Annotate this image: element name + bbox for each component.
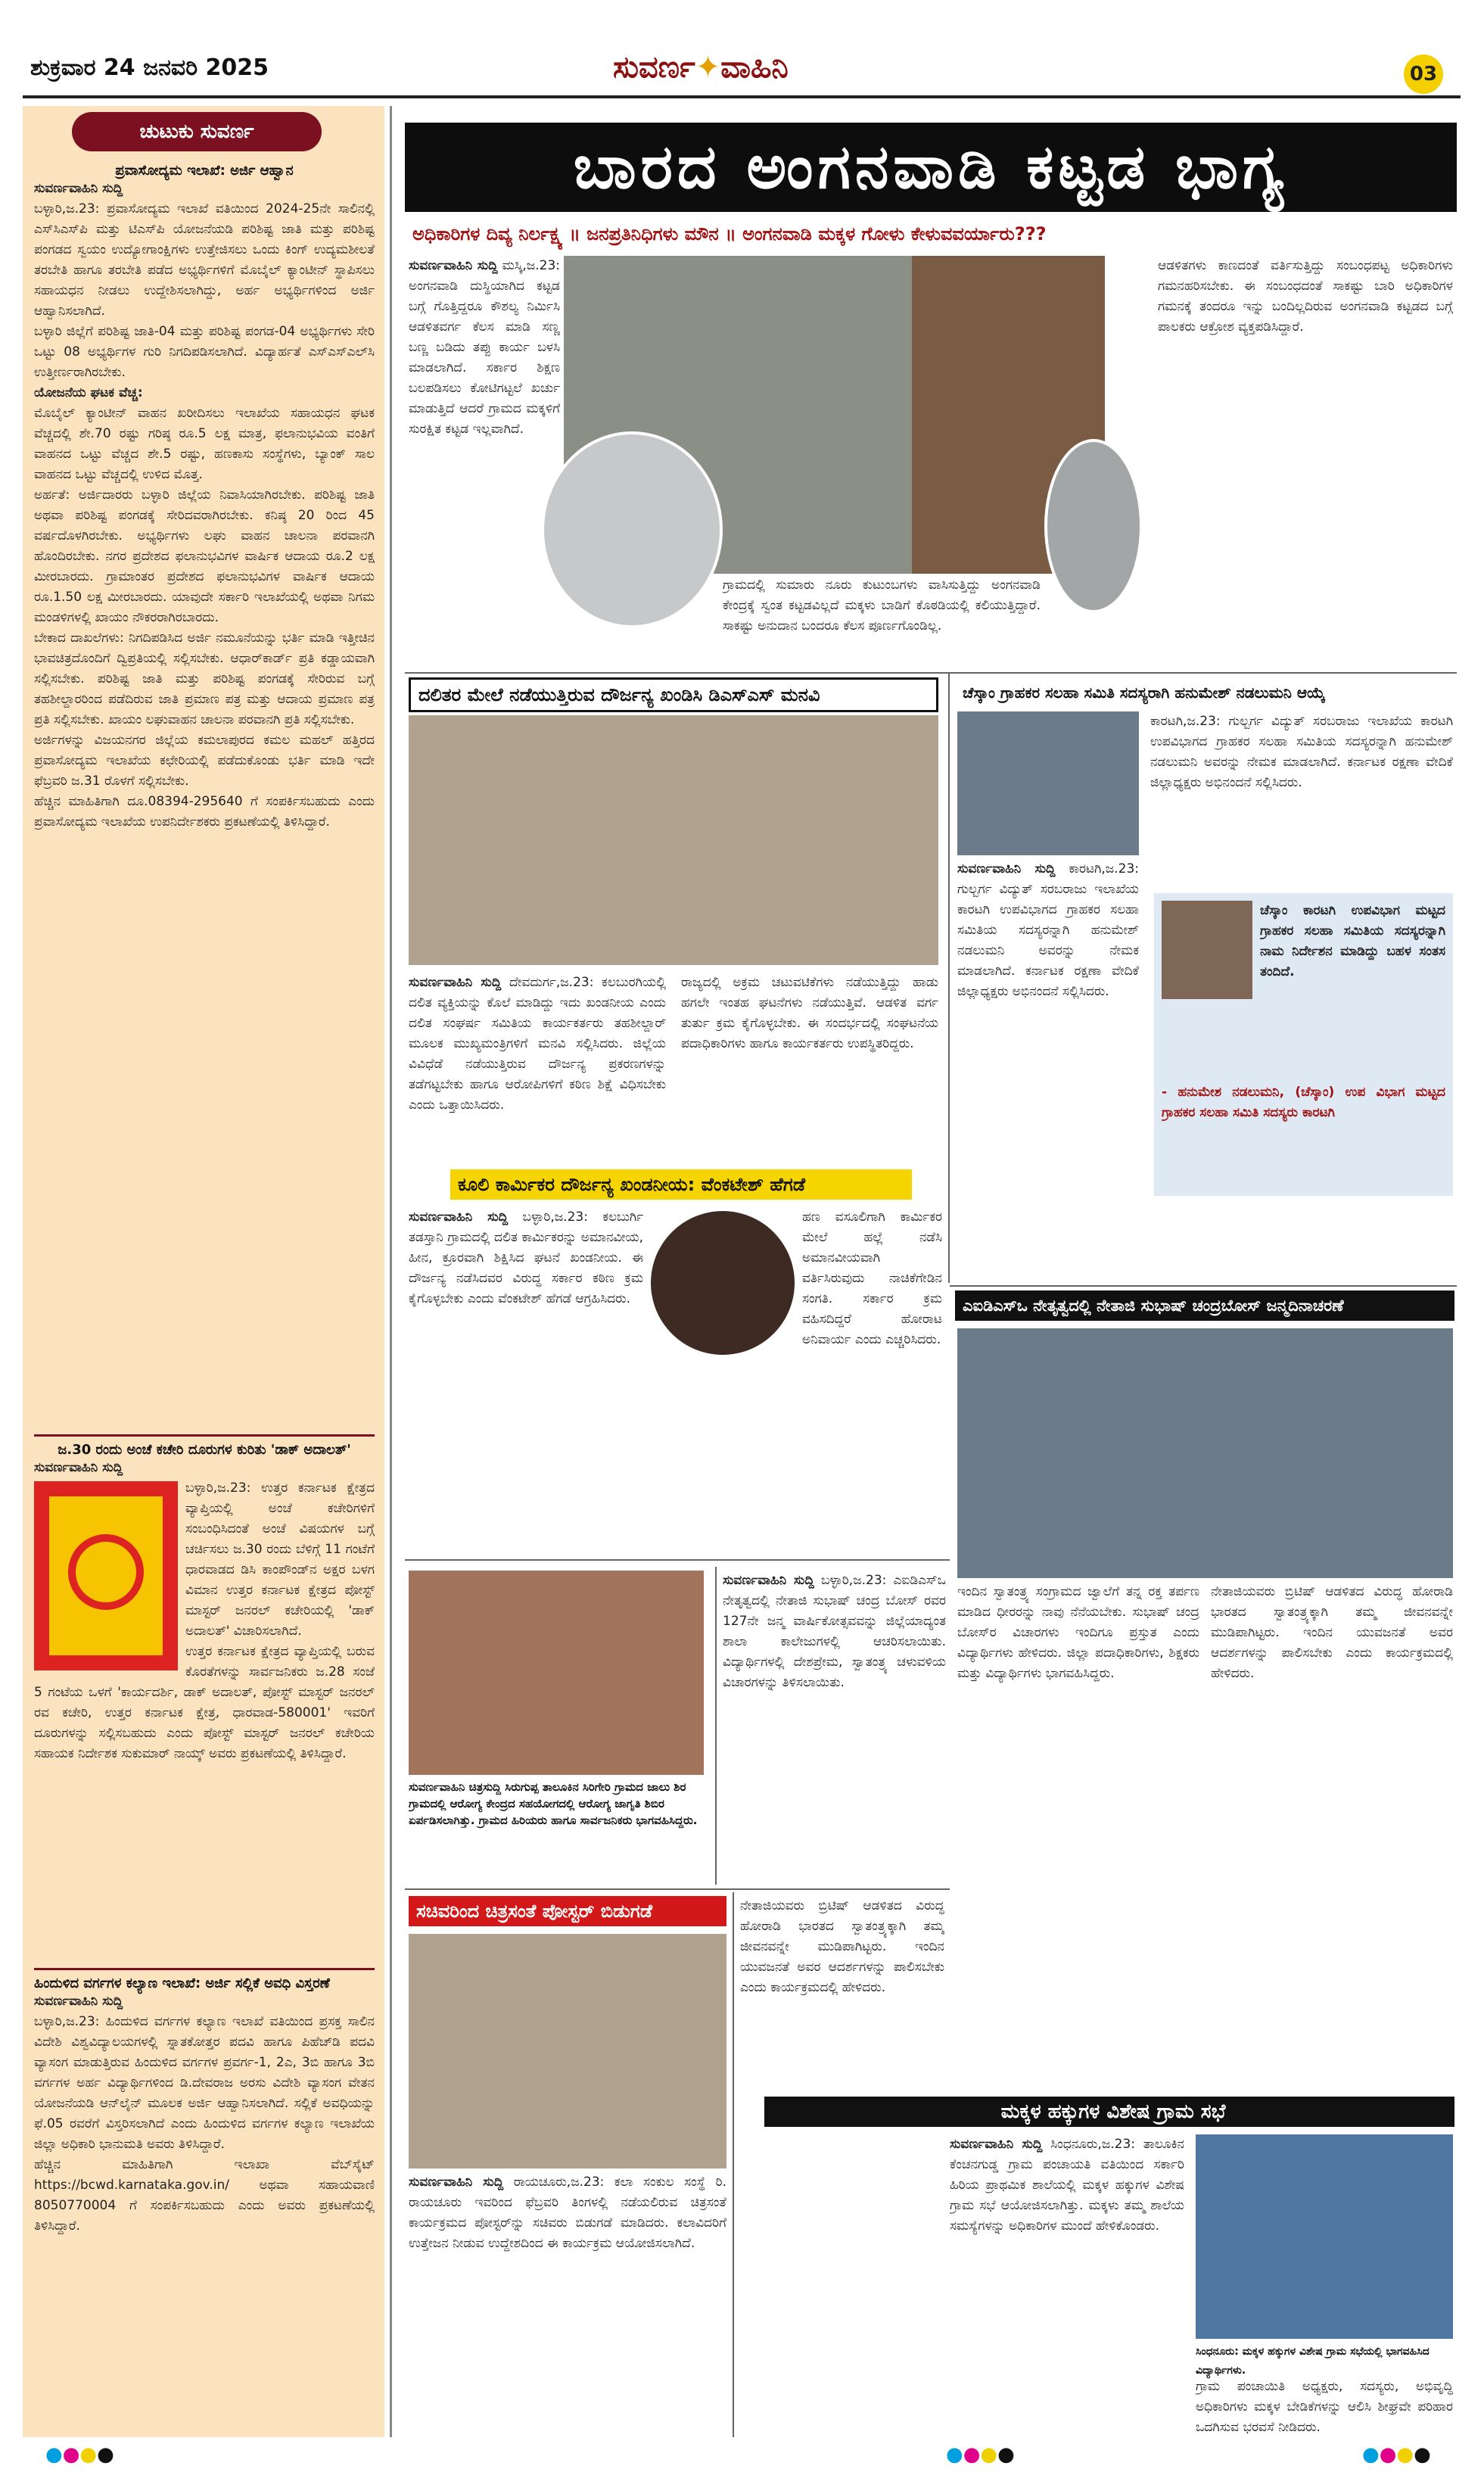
venkatesh-headline: ಕೂಲಿ ಕಾರ್ಮಿಕರ ದೌರ್ಜನ್ಯ ಖಂಡನೀಯ: ವೆಂಕಟೇಶ್ ಹೆಗಡೆ [450, 1169, 912, 1200]
brief-title: ಪ್ರವಾಸೋದ್ಯಮ ಇಲಾಖೆ: ಅರ್ಜಿ ಆಹ್ವಾನ [115, 163, 294, 179]
byline: ಸುವರ್ಣವಾಹಿನಿ ಸುದ್ದಿ [34, 181, 123, 196]
quote-box [1154, 893, 1453, 1196]
poster-text: ರಾಯಚೂರು,ಜ.23: ಕಲಾ ಸಂಕುಲ ಸಂಸ್ಥೆ ರಿ. ರಾಯಚೂರು ಇವರಿಂದ ಫೆಬ್ರವರಿ ತಿಂಗಳಲ್ಲಿ ನಡೆಯಲಿರುವ ಚಿತ್ರಸಂತೆ ಕಾರ್ಯಕ್ರಮದ ಪೋಸ್ಟರ್‌ನ್ನು ಸಚಿವರು ಬಿಡುಗಡೆ ಮಾಡಿದರು. ಕಲಾವಿದರಿಗೆ ಉತ್ತೇಜನ ನೀಡುವ ಉದ್ದೇಶದಿಂದ ಈ ಕಾರ್ಯಕ್ರಮ ಆಯೋಜಿಸಲಾಗಿದೆ. [409, 2175, 726, 2251]
byline: ಸುವರ್ಣವಾಹಿನಿ ಸುದ್ದಿ [957, 861, 1056, 876]
venkatesh-body-col1 [409, 1207, 643, 1548]
india-post-photo [34, 1481, 178, 1670]
registration-marks-left: ●●●● [45, 2443, 114, 2466]
byline: ಸುವರ್ಣವಾಹಿನಿ ಸುದ್ದಿ [723, 1573, 814, 1588]
cracked-wall-inset-photo [1044, 439, 1143, 613]
lead-body-col2: ಗ್ರಾಮದಲ್ಲಿ ಸುಮಾರು ನೂರು ಕುಟುಂಬಗಳು ವಾಸಿಸುತ್ತಿದ್ದು ಅಂಗನವಾಡಿ ಕೇಂದ್ರಕ್ಕೆ ಸ್ವಂತ ಕಟ್ಟಡವಿಲ್ಲದೆ ಮಕ್ಕಳು ಬಾಡಿಗೆ ಕೊಠಡಿಯಲ್ಲಿ ಕಲಿಯುತ್ತಿದ್ದಾರೆ. ಸಾಕಷ್ಟು ಅನುದಾನ ಬಂದರೂ ಕೆಲಸ ಪೂರ್ಣಗೊಂಡಿಲ್ಲ. [723, 578, 1041, 634]
dss-body-col1 [409, 973, 666, 1169]
masthead-rule [23, 95, 1461, 98]
divider [34, 1968, 375, 1970]
divider [34, 1434, 375, 1437]
lead-subhead: ಅಧಿಕಾರಿಗಳ ದಿವ್ಯ ನಿರ್ಲಕ್ಷ್ಯ ॥ ಜನಪ್ರತಿನಿಧಿಗಳು ಮೌನ ॥ ಅಂಗನವಾಡಿ ಮಕ್ಕಳ ಗೋಳು ಕೇಳುವವರ್ಯಾರು??? [412, 223, 1047, 244]
subhas-headline: ಎಐಡಿಎಸ್‌ಒ ನೇತೃತ್ವದಲ್ಲಿ ನೇತಾಜಿ ಸುಭಾಷ್ ಚಂದ್ರಬೋಸ್ ಜನ್ಮದಿನಾಚರಣೆ [955, 1290, 1454, 1321]
registration-marks-center: ●●●● [946, 2443, 1015, 2466]
briefs-flag: ಚುಟುಕು ಸುವರ್ಣ [72, 112, 322, 151]
subhas-event-photo [957, 1328, 1453, 1578]
chescom-body-col2: ಕಾರಟಗಿ,ಜ.23: ಗುಲ್ಬರ್ಗ ವಿದ್ಯುತ್ ಸರಬರಾಜು ಇಲಾಖೆಯ ಕಾರಟಗಿ ಉಪವಿಭಾಗದ ಗ್ರಾಹಕರ ಸಲಹಾ ಸಮಿತಿಯ ಸದಸ್ಯರನ್ನಾಗಿ ಹನುಮೇಶ್ ನಡಲುಮನಿ ಅವರನ್ನು ನೇಮಕ ಮಾಡಲಾಗಿದೆ. ಕರ್ನಾಟಕ ರಕ್ಷಣಾ ವೇದಿಕೆ ಜಿಲ್ಲಾಧ್ಯಕ್ಷರು ಅಭಿನಂದನೆ ಸಲ್ಲಿಸಿದರು. [1150, 714, 1453, 790]
brief-body: ಹೆಚ್ಚಿನ ಮಾಹಿತಿಗಾಗಿ ದೂ.08394-295640 ಗೆ ಸಂಪರ್ಕಿಸಬಹುದು ಎಂದು ಪ್ರವಾಸೋದ್ಯಮ ಇಲಾಖೆಯ ಉಪನಿರ್ದೇಶಕರು ಪ್ರಕಟಣೆಯಲ್ಲಿ ತಿಳಿಸಿದ್ದಾರೆ. [34, 794, 375, 830]
byline: ಸುವರ್ಣವಾಹಿನಿ ಸುದ್ದಿ [950, 2137, 1043, 2152]
logo-left-text: ಸುವರ್ಣ [613, 50, 695, 85]
byline: ಸುವರ್ಣವಾಹಿನಿ ಸುದ್ದಿ [409, 2175, 504, 2190]
brief-subtitle: ಯೋಜನೆಯ ಘಟಕ ವೆಚ್ಚ: [34, 385, 143, 400]
logo-right-text: ವಾಹಿನಿ [720, 50, 789, 85]
brief-tourism [34, 163, 375, 1427]
lead-body-col1 [409, 256, 560, 612]
health-camp-caption: ಸುವರ್ಣವಾಹಿನಿ ಚಿತ್ರಸುದ್ದಿ ಸಿರುಗುಪ್ಪ ತಾಲೂಕಿನ ಸಿರಿಗೇರಿ ಗ್ರಾಮದ ಜಾಲು ಶಿರ ಗ್ರಾಮದಲ್ಲಿ ಆರೋಗ್ಯ ಕೇಂದ್ರದ ಸಹಯೋಗದಲ್ಲಿ ಆರೋಗ್ಯ ಜಾಗೃತಿ ಶಿಬಿರ ಏರ್ಪಡಿಸಲಾಗಿತ್ತು. ಗ್ರಾಮದ ಹಿರಿಯರು ಹಾಗೂ ಸಾರ್ವಜನಿಕರು ಭಾಗವಹಿಸಿದ್ದರು. [409, 1780, 698, 1827]
chescom-body-col1 [957, 859, 1139, 1283]
brief-bcwd [34, 1975, 375, 2430]
grama-body-col2: ಗ್ರಾಮ ಪಂಚಾಯಿತಿ ಅಧ್ಯಕ್ಷರು, ಸದಸ್ಯರು, ಅಭಿವೃದ್ಧಿ ಅಧಿಕಾರಿಗಳು ಮಕ್ಕಳ ಬೇಡಿಕೆಗಳನ್ನು ಆಲಿಸಿ ಶೀಘ್ರವೇ ಪರಿಹಾರ ಒದಗಿಸುವ ಭರವಸೆ ನೀಡಿದರು. [1196, 2379, 1453, 2435]
subhas-body-col1 [723, 1571, 946, 1881]
poster-body-col1 [409, 2172, 726, 2437]
quote-text: ಚೆಸ್ಕಾಂ ಕಾರಟಗಿ ಉಪವಿಭಾಗ ಮಟ್ಟದ ಗ್ರಾಹಕರ ಸಲಹಾ ಸಮಿತಿಯ ಸದಸ್ಯರನ್ನಾಗಿ ನಾಮ ನಿರ್ದೇಶನ ಮಾಡಿದ್ದು ಬಹಳ ಸಂತಸ ತಂದಿದೆ. [1260, 903, 1445, 979]
column-rule [390, 106, 392, 2437]
column-rule [733, 1892, 734, 2437]
divider [405, 1559, 950, 1561]
byline: ಸುವರ್ಣವಾಹಿನಿ ಸುದ್ದಿ [409, 975, 502, 990]
lead-body-col3: ಆಡಳಿತಗಳು ಕಾಣದಂತೆ ವರ್ತಿಸುತ್ತಿದ್ದು ಸಂಬಂಧಪಟ್ಟ ಅಧಿಕಾರಿಗಳು ಗಮನಹರಿಸಬೇಕು. ಈ ಸಂಬಂಧದಂತೆ ಸಾಕಷ್ಟು ಬಾರಿ ಅಧಿಕಾರಿಗಳ ಗಮನಕ್ಕೆ ತಂದರೂ ಇನ್ನು ಬಂದಿಲ್ಲದಿರುವ ಅಂಗನವಾಡಿ ಕಟ್ಟಡದ ಬಗ್ಗೆ ಪಾಲಕರು ಆಕ್ರೋಶ ವ್ಯಕ್ತಪಡಿಸಿದ್ದಾರೆ. [1158, 258, 1453, 335]
grama-text: ಸಿಂಧನೂರು,ಜ.23: ತಾಲೂಕಿನ ಕೆಂಚನಗುಡ್ಡ ಗ್ರಾಮ ಪಂಚಾಯತಿ ವತಿಯಿಂದ ಸರ್ಕಾರಿ ಹಿರಿಯ ಪ್ರಾಥಮಿಕ ಶಾಲೆಯಲ್ಲಿ ಮಕ್ಕಳ ಹಕ್ಕುಗಳ ವಿಶೇಷ ಗ್ರಾಮ ಸಭೆ ಆಯೋಜಿಸಲಾಗಿತ್ತು. ಮಕ್ಕಳು ತಮ್ಮ ಶಾಲೆಯ ಸಮಸ್ಯೆಗಳನ್ನು ಅಧಿಕಾರಿಗಳ ಮುಂದೆ ಹೇಳಿಕೊಂಡರು. [950, 2137, 1184, 2234]
chescom-headline: ಚೆಸ್ಕಾಂ ಗ್ರಾಹಕರ ಸಲಹಾ ಸಮಿತಿ ಸದಸ್ಯರಾಗಿ ಹನುಮೇಶ್ ನಡಲುಮನಿ ಆಯ್ಕೆ [963, 683, 1326, 702]
brief-body: ಅರ್ಜಿಗಳನ್ನು ವಿಜಯನಗರ ಜಿಲ್ಲೆಯ ಕಮಲಾಪುರದ ಕಮಲ ಮಹಲ್ ಹತ್ತಿರದ ಪ್ರವಾಸೋದ್ಯಮ ಇಲಾಖೆಯ ಕಛೇರಿಯಲ್ಲಿ ಪಡೆದುಕೊಂಡು ಭರ್ತಿ ಮಾಡಿ ಇದೇ ಫೆಬ್ರವರಿ ಜ.31 ರೊಳಗೆ ಸಲ್ಲಿಸಬೇಕು. [34, 733, 375, 789]
dss-memorandum-photo [409, 715, 938, 965]
subhas-body-col3: ಇಂದಿನ ಸ್ವಾತಂತ್ರ್ಯ ಸಂಗ್ರಾಮದ ಜ್ವಾಲೆಗೆ ತನ್ನ ರಕ್ತ ತರ್ಪಣ ಮಾಡಿದ ಧೀರರನ್ನು ನಾವು ನೆನೆಯಬೇಕು. ಸುಭಾಷ್ ಚಂದ್ರ ಬೋಸ್‌ರ ವಿಚಾರಗಳು ಇಂದಿಗೂ ಪ್ರಸ್ತುತ ಎಂದು ವಿದ್ಯಾರ್ಥಿಗಳು ಹೇಳಿದರು. ಜಿಲ್ಲಾ ಪದಾಧಿಕಾರಿಗಳು, ಶಿಕ್ಷಕರು ಮತ್ತು ವಿದ್ಯಾರ್ಥಿಗಳು ಭಾಗವಹಿಸಿದ್ದರು. [957, 1584, 1199, 1681]
dss-body-col2: ರಾಜ್ಯದಲ್ಲಿ ಅಕ್ರಮ ಚಟುವಟಿಕೆಗಳು ನಡೆಯುತ್ತಿದ್ದು ಹಾಡು ಹಗಲೇ ಇಂತಹ ಘಟನೆಗಳು ನಡೆಯುತ್ತಿವೆ. ಆಡಳಿತ ವರ್ಗ ತುರ್ತು ಕ್ರಮ ಕೈಗೊಳ್ಳಬೇಕು. ಈ ಸಂದರ್ಭದಲ್ಲಿ ಸಂಘಟನೆಯ ಪದಾಧಿಕಾರಿಗಳು ಹಾಗೂ ಕಾರ್ಯಕರ್ತರು ಉಪಸ್ಥಿತರಿದ್ದರು. [681, 975, 938, 1051]
byline: ಸುವರ್ಣವಾಹಿನಿ ಸುದ್ದಿ [409, 1210, 509, 1225]
brief-content [34, 1478, 375, 1764]
brief-title: ಜ.30 ರಂದು ಅಂಚೆ ಕಚೇರಿ ದೂರುಗಳ ಕುರಿತು 'ಡಾಕ್ ಅದಾಲತ್' [58, 1442, 351, 1458]
grama-caption: ಸಿಂಧನೂರು: ಮಕ್ಕಳ ಹಕ್ಕುಗಳ ವಿಶೇಷ ಗ್ರಾಮ ಸಭೆಯಲ್ಲಿ ಭಾಗವಹಿಸಿದ ವಿದ್ಯಾರ್ಥಿಗಳು. [1196, 2346, 1430, 2377]
subhas-body-col4: ನೇತಾಜಿಯವರು ಬ್ರಿಟಿಷ್ ಆಡಳಿತದ ವಿರುದ್ಧ ಹೋರಾಡಿ ಭಾರತದ ಸ್ವಾತಂತ್ರ್ಯಕ್ಕಾಗಿ ತಮ್ಮ ಜೀವನವನ್ನೇ ಮುಡಿಪಾಗಿಟ್ಟರು. ಇಂದಿನ ಯುವಜನತೆ ಅವರ ಆದರ್ಶಗಳನ್ನು ಪಾಲಿಸಬೇಕು ಎಂದು ಕಾರ್ಯಕ್ರಮದಲ್ಲಿ ಹೇಳಿದರು. [1211, 1584, 1453, 1681]
brief-body: ಬಳ್ಳಾರಿ,ಜ.23: ಉತ್ತರ ಕರ್ನಾಟಕ ಕ್ಷೇತ್ರದ ವ್ಯಾಪ್ತಿಯಲ್ಲಿ ಅಂಚೆ ಕಚೇರಿಗಳಿಗೆ ಸಂಬಂಧಿಸಿದಂತೆ ಅಂಚೆ ವಿಷಯಗಳ ಬಗ್ಗೆ ಚರ್ಚಿಸಲು ಜ.30 ರಂದು ಬೆಳಿಗ್ಗೆ 11 ಗಂಟೆಗೆ ಧಾರವಾಡದ ಡಿಸಿ ಕಾಂಪೌಂಡ್‌ನ ಅಕ್ಷರ ಬಳಗ ವಿಮಾನ ಉತ್ತರ ಕರ್ನಾಟಕ ಕ್ಷೇತ್ರದ ಪೋಸ್ಟ್ ಮಾಸ್ಟರ್ ಜನರಲ್ ಕಚೇರಿಯಲ್ಲಿ 'ಡಾಕ್ ಅದಾಲತ್' ವಿಚಾರಿಸಲಾಗಿದೆ. [185, 1480, 375, 1639]
health-camp-photo [409, 1571, 704, 1775]
dss-text: ದೇವದುರ್ಗ,ಜ.23: ಕಲಬುರಗಿಯಲ್ಲಿ ದಲಿತ ವ್ಯಕ್ತಿಯನ್ನು ಕೊಲೆ ಮಾಡಿದ್ದು ಇದು ಖಂಡನೀಯ ಎಂದು ದಲಿತ ಸಂಘರ್ಷ ಸಮಿತಿಯ ಕಾರ್ಯಕರ್ತರು ತಹಶೀಲ್ದಾರ್ ಮೂಲಕ ಮುಖ್ಯಮಂತ್ರಿಗಳಿಗೆ ಮನವಿ ಸಲ್ಲಿಸಿದರು. ಜಿಲ್ಲೆಯ ವಿವಿಧೆಡೆ ನಡೆಯುತ್ತಿರುವ ದೌರ್ಜನ್ಯ ಪ್ರಕರಣಗಳನ್ನು ತಡೆಗಟ್ಟಬೇಕು ಹಾಗೂ ಆರೋಪಿಗಳಿಗೆ ಕಠಿಣ ಶಿಕ್ಷೆ ವಿಧಿಸಬೇಕು ಎಂದು ಒತ್ತಾಯಿಸಿದರು. [409, 975, 666, 1113]
grama-sabha-headline: ಮಕ್ಕಳ ಹಕ್ಕುಗಳ ವಿಶೇಷ ಗ್ರಾಮ ಸಭೆ [764, 2097, 1454, 2127]
lead-headline: ಬಾರದ ಅಂಗನವಾಡಿ ಕಟ್ಟಡ ಭಾಗ್ಯ [405, 123, 1457, 212]
brief-body: ಅರ್ಹತೆ: ಅರ್ಜಿದಾರರು ಬಳ್ಳಾರಿ ಜಿಲ್ಲೆಯ ನಿವಾಸಿಯಾಗಿರಬೇಕು. ಪರಿಶಿಷ್ಟ ಜಾತಿ ಅಥವಾ ಪರಿಶಿಷ್ಟ ಪಂಗಡಕ್ಕೆ ಸೇರಿದವರಾಗಿರಬೇಕು. ಕನಿಷ್ಠ 20 ರಿಂದ 45 ವರ್ಷದೊಳಗಿರಬೇಕು. ಅಭ್ಯರ್ಥಿಗಳು ಲಘು ವಾಹನ ಚಾಲನಾ ಪರವಾನಗಿ ಹೊಂದಿರಬೇಕು. ನಗರ ಪ್ರದೇಶದ ಫಲಾನುಭವಿಗಳ ವಾರ್ಷಿಕ ಆದಾಯ ರೂ.2 ಲಕ್ಷ ಮೀರಬಾರದು. ಗ್ರಾಮಾಂತರ ಪ್ರದೇಶದ ಫಲಾನುಭವಿಗಳ ವಾರ್ಷಿಕ ಆದಾಯ ರೂ.1.50 ಲಕ್ಷ ಮೀರಬಾರದು. ಯಾವುದೇ ಸರ್ಕಾರಿ ಇಲಾಖೆಯಲ್ಲಿ ಅಥವಾ ನಿಗಮ ಮಂಡಳಿಗಳಲ್ಲಿ ಖಾಯಂ ನೌಕರರಾಗಿರಬಾರದು. [34, 487, 375, 625]
column-rule [715, 1567, 717, 1885]
column-rule [948, 674, 950, 1283]
brief-dak-adalat [34, 1442, 375, 1964]
children-meeting-photo [1196, 2134, 1453, 2339]
byline: ಸುವರ್ಣವಾಹಿನಿ ಸುದ್ದಿ [409, 258, 498, 273]
divider [405, 672, 1457, 674]
grama-body-col1 [950, 2134, 1184, 2437]
subhas-text: ಬಳ್ಳಾರಿ,ಜ.23: ಎಐಡಿಎಸ್‌ಒ ನೇತೃತ್ವದಲ್ಲಿ ನೇತಾಜಿ ಸುಭಾಷ್ ಚಂದ್ರ ಬೋಸ್ ರವರ 127ನೇ ಜನ್ಮ ವಾರ್ಷಿಕೋತ್ಸವವನ್ನು ಜಿಲ್ಲೆಯಾದ್ಯಂತ ಶಾಲಾ ಕಾಲೇಜುಗಳಲ್ಲಿ ಆಚರಿಸಲಾಯಿತು. ವಿದ್ಯಾರ್ಥಿಗಳಲ್ಲಿ ದೇಶಪ್ರೇಮ, ಸ್ವಾತಂತ್ರ್ಯ ಚಳುವಳಿಯ ವಿಚಾರಗಳನ್ನು ತಿಳಿಸಲಾಯಿತು. [723, 1573, 946, 1690]
lead-text: ಮಸ್ಕಿ,ಜ.23: ಅಂಗನವಾಡಿ ದುಸ್ಥಿಯಾಗಿದ ಕಟ್ಟಡ ಬಗ್ಗೆ ಗೊತ್ತಿದ್ದರೂ ಕೌಶಲ್ಯ ನಿರ್ಮಿಸಿ ಆಡಳಿತವರ್ಗ ಕೆಲಸ ಮಾಡಿ ಸಣ್ಣ ಬಣ್ಣ ಬಡಿದು ತಪ್ಪು ಕಾರ್ಯ ಬಳಸಿ ಮಾಡಲಾಗಿದೆ. ಸರ್ಕಾರ ಶಿಕ್ಷಣ ಬಲಪಡಿಸಲು ಕೋಟಿಗಟ್ಟಲೆ ಖರ್ಚು ಮಾಡುತ್ತಿದೆ ಆದರೆ ಗ್ರಾಮದ ಮಕ್ಕಳಿಗೆ ಸುರಕ್ಷಿತ ಕಟ್ಟಡ ಇಲ್ಲವಾಗಿದೆ. [409, 258, 560, 437]
venkatesh-body-col2: ಹಣ ವಸೂಲಿಗಾಗಿ ಕಾರ್ಮಿಕರ ಮೇಲೆ ಹಲ್ಲೆ ನಡೆಸಿ ಅಮಾನವೀಯವಾಗಿ ವರ್ತಿಸಿರುವುದು ನಾಚಿಕೆಗೇಡಿನ ಸಂಗತಿ. ಸರ್ಕಾರ ಕ್ರಮ ವಹಿಸದಿದ್ದರೆ ಹೋರಾಟ ಅನಿವಾರ್ಯ ಎಂದು ಎಚ್ಚರಿಸಿದರು. [802, 1210, 942, 1347]
quote-signature: - ಹನುಮೇಶ ನಡಲುಮನಿ, (ಚೆಸ್ಕಾಂ) ಉಪ ವಿಭಾಗ ಮಟ್ಟದ ಗ್ರಾಹಕರ ಸಲಹಾ ಸಮಿತಿ ಸದಸ್ಯರು ಕಾರಟಗಿ [1162, 1085, 1445, 1120]
issue-date: ಶುಕ್ರವಾರ 24 ಜನವರಿ 2025 [30, 54, 269, 81]
brief-body: ಹೆಚ್ಚಿನ ಮಾಹಿತಿಗಾಗಿ ಇಲಾಖಾ ವೆಬ್‌ಸೈಟ್ https://bcwd.karnataka.gov.in/ ಅಥವಾ ಸಹಾಯವಾಣಿ 8050770004 ಗೆ ಸಂಪರ್ಕಿಸಬಹುದು ಎಂದು ಅವರು ಪ್ರಕಟಣೆಯಲ್ಲಿ ತಿಳಿಸಿದ್ದಾರೆ. [34, 2157, 375, 2234]
felicitation-photo [957, 711, 1139, 855]
byline: ಸುವರ್ಣವಾಹಿನಿ ಸುದ್ದಿ [34, 1994, 123, 2009]
registration-marks-right: ●●●● [1362, 2443, 1431, 2466]
byline: ಸುವರ್ಣವಾಹಿನಿ ಸುದ್ದಿ [34, 1460, 123, 1475]
cracked-roof-inset-photo [541, 431, 723, 628]
brief-body: ಮೊಬೈಲ್ ಕ್ಯಾಂಟೀನ್ ವಾಹನ ಖರೀದಿಸಲು ಇಲಾಖೆಯ ಸಹಾಯಧನ ಘಟಕ ವೆಚ್ಚದಲ್ಲಿ ಶೇ.70 ರಷ್ಟು ಗರಿಷ್ಠ ರೂ.5 ಲಕ್ಷ ಮಾತ್ರ, ಫಲಾನುಭವಿಯ ವಂತಿಗೆ ವಾಹನದ ಒಟ್ಟು ವೆಚ್ಚದ ಶೇ.5 ರಷ್ಟು, ಹಣಕಾಸು ಸಂಸ್ಥೆಗಳು, ಬ್ಯಾಂಕ್ ಸಾಲ ವಾಹನದ ಒಟ್ಟು ವೆಚ್ಚದಲ್ಲಿ ಉಳಿದ ಮೊತ್ತ. [34, 406, 375, 482]
hanumesh-portrait [1162, 901, 1252, 999]
chescom-text: ಕಾರಟಗಿ,ಜ.23: ಗುಲ್ಬರ್ಗ ವಿದ್ಯುತ್ ಸರಬರಾಜು ಇಲಾಖೆಯ ಕಾರಟಗಿ ಉಪವಿಭಾಗದ ಗ್ರಾಹಕರ ಸಲಹಾ ಸಮಿತಿಯ ಸದಸ್ಯರನ್ನಾಗಿ ಹನುಮೇಶ್ ನಡಲುಮನಿ ಅವರನ್ನು ನೇಮಕ ಮಾಡಲಾಗಿದೆ. ಕರ್ನಾಟಕ ರಕ್ಷಣಾ ವೇದಿಕೆ ಜಿಲ್ಲಾಧ್ಯಕ್ಷರು ಅಭಿನಂದನೆ ಸಲ್ಲಿಸಿದರು. [957, 861, 1139, 999]
poster-release-photo [409, 1934, 726, 2168]
venkatesh-portrait [651, 1211, 795, 1355]
brief-body: ಬಳ್ಳಾರಿ ಜಿಲ್ಲೆಗೆ ಪರಿಶಿಷ್ಟ ಜಾತಿ-04 ಮತ್ತು ಪರಿಶಿಷ್ಟ ಪಂಗಡ-04 ಅಭ್ಯರ್ಥಿಗಳು ಸೇರಿ ಒಟ್ಟು 08 ಅಭ್ಯರ್ಥಿಗಳ ಗುರಿ ನಿಗದಿಪಡಿಸಲಾಗಿದೆ. ವಿದ್ಯಾರ್ಹತೆ ಎಸ್‌ಎಸ್‌ಎಲ್‌ಸಿ ಉತ್ತೀರ್ಣರಾಗಿರಬೇಕು. [34, 324, 375, 380]
venkatesh-text: ಬಳ್ಳಾರಿ,ಜ.23: ಕಲಬುರ್ಗಿ ತಡಸ್ತಾನಿ ಗ್ರಾಮದಲ್ಲಿ ದಲಿತ ಕಾರ್ಮಿಕರನ್ನು ಅಮಾನವೀಯ, ಹೀನ, ಕ್ರೂರವಾಗಿ ಶಿಕ್ಷಿಸಿದ ಘಟನೆ ಖಂಡನೀಯ. ಈ ದೌರ್ಜನ್ಯ ನಡೆಸಿದವರ ವಿರುದ್ಧ ಸರ್ಕಾರ ಕಠಿಣ ಕ್ರಮ ಕೈಗೊಳ್ಳಬೇಕು ಎಂದು ವೆಂಕಟೇಶ್ ಹೆಗಡೆ ಆಗ್ರಹಿಸಿದರು. [409, 1210, 643, 1306]
brief-body: ಉತ್ತರ ಕರ್ನಾಟಕ ಕ್ಷೇತ್ರದ ವ್ಯಾಪ್ತಿಯಲ್ಲಿ ಬರುವ ಕೊರತೆಗಳನ್ನು ಸಾರ್ವಜನಿಕರು ಜ.28 ಸಂಜೆ 5 ಗಂಟೆಯ ಒಳಗೆ 'ಕಾರ್ಯದರ್ಶಿ, ಡಾಕ್ ಅದಾಲತ್, ಪೋಸ್ಟ್ ಮಾಸ್ಟರ್ ಜನರಲ್ ರವ ಕಚೇರಿ, ಉತ್ತರ ಕರ್ನಾಟಕ ಕ್ಷೇತ್ರ, ಧಾರವಾಡ-580001' ಇವರಿಗೆ ದೂರುಗಳನ್ನು ಸಲ್ಲಿಸಬಹುದು ಎಂದು ಪೋಸ್ಟ್ ಮಾಸ್ಟರ್ ಜನರಲ್ ಕಚೇರಿಯ ಸಹಾಯಕ ನಿರ್ದೇಶಕ ಸುಕುಮಾರ್ ನಾಯ್ಕ್ ಅವರು ಪ್ರಕಟಣೆಯಲ್ಲಿ ತಿಳಿಸಿದ್ದಾರೆ. [34, 1644, 375, 1761]
newspaper-logo [613, 50, 789, 85]
logo-swoosh-icon: ✦ [695, 50, 721, 85]
poster-headline: ಸಚಿವರಿಂದ ಚಿತ್ರಸಂತೆ ಪೋಸ್ಟರ್ ಬಿಡುಗಡೆ [409, 1896, 726, 1926]
divider [950, 1285, 1457, 1287]
divider [405, 1888, 950, 1890]
brief-title: ಹಿಂದುಳಿದ ವರ್ಗಗಳ ಕಲ್ಯಾಣ ಇಲಾಖೆ: ಅರ್ಜಿ ಸಲ್ಲಿಕೆ ಅವಧಿ ವಿಸ್ತರಣೆ [34, 1975, 330, 1991]
subhas-body-col2: ನೇತಾಜಿಯವರು ಬ್ರಿಟಿಷ್ ಆಡಳಿತದ ವಿರುದ್ಧ ಹೋರಾಡಿ ಭಾರತದ ಸ್ವಾತಂತ್ರ್ಯಕ್ಕಾಗಿ ತಮ್ಮ ಜೀವನವನ್ನೇ ಮುಡಿಪಾಗಿಟ್ಟರು. ಇಂದಿನ ಯುವಜನತೆ ಅವರ ಆದರ್ಶಗಳನ್ನು ಪಾಲಿಸಬೇಕು ಎಂದು ಕಾರ್ಯಕ್ರಮದಲ್ಲಿ ಹೇಳಿದರು. [740, 1898, 944, 1995]
brief-body: ಬೇಕಾದ ದಾಖಲೆಗಳು: ನಿಗದಿಪಡಿಸಿದ ಅರ್ಜಿ ನಮೂನೆಯನ್ನು ಭರ್ತಿ ಮಾಡಿ ಇತ್ತೀಚಿನ ಭಾವಚಿತ್ರದೊಂದಿಗೆ ದ್ವಿಪ್ರತಿಯಲ್ಲಿ ಸಲ್ಲಿಸಬೇಕು. ಆಧಾರ್‌ಕಾರ್ಡ್ ಪ್ರತಿ ಕಡ್ಡಾಯವಾಗಿ ಸಲ್ಲಿಸಬೇಕು. ಪರಿಶಿಷ್ಟ ಜಾತಿ ಮತ್ತು ಪರಿಶಿಷ್ಟ ಪಂಗಡಕ್ಕೆ ಸೇರಿರುವ ಬಗ್ಗೆ ತಹಶೀಲ್ದಾರರಿಂದ ಪಡೆದಿರುವ ಜಾತಿ ಪ್ರಮಾಣ ಪತ್ರ ಮತ್ತು ಆದಾಯ ಪ್ರಮಾಣ ಪತ್ರ ಪ್ರತಿ ಸಲ್ಲಿಸಬೇಕು. ಖಾಯಂ ಲಘುವಾಹನ ಚಾಲನಾ ಪರವಾನಗಿ ಪ್ರತಿ ಸಲ್ಲಿಸಬೇಕು. [34, 630, 375, 727]
brief-body: ಬಳ್ಳಾರಿ,ಜ.23: ಹಿಂದುಳಿದ ವರ್ಗಗಳ ಕಲ್ಯಾಣ ಇಲಾಖೆ ವತಿಯಿಂದ ಪ್ರಸಕ್ತ ಸಾಲಿನ ವಿದೇಶಿ ವಿಶ್ವವಿದ್ಯಾಲಯಗಳಲ್ಲಿ ಸ್ನಾತಕೋತ್ತರ ಪದವಿ ಹಾಗೂ ಪಿಹೆಚ್‌ಡಿ ಪದವಿ ವ್ಯಾಸಂಗ ಮಾಡುತ್ತಿರುವ ಹಿಂದುಳಿದ ವರ್ಗಗಳ ಪ್ರವರ್ಗ-1, 2ಎ, 3ಬಿ ಹಾಗೂ 3ಬಿ ವರ್ಗಗಳ ಅರ್ಹ ವಿದ್ಯಾರ್ಥಿಗಳಿಂದ ಡಿ.ದೇವರಾಜ ಅರಸು ವಿದೇಶಿ ವ್ಯಾಸಂಗ ವೇತನ ಯೋಜನೆಯಡಿ ಆನ್‌ಲೈನ್ ಮೂಲಕ ಅರ್ಜಿ ಆಹ್ವಾನಿಸಲಾಗಿದೆ. ಸಲ್ಲಿಕೆ ಅವಧಿಯನ್ನು ಫೆ.05 ರವರೆಗೆ ವಿಸ್ತರಿಸಲಾಗಿದೆ ಎಂದು ಹಿಂದುಳಿದ ವರ್ಗಗಳ ಕಲ್ಯಾಣ ಇಲಾಖೆಯ ಜಿಲ್ಲಾ ಅಧಿಕಾರಿ ಭಾನುಮತಿ ಅವರು ತಿಳಿಸಿದ್ದಾರೆ. [34, 2014, 375, 2152]
post-swirl-icon [68, 1534, 144, 1610]
dss-headline: ದಲಿತರ ಮೇಲೆ ನಡೆಯುತ್ತಿರುವ ದೌರ್ಜನ್ಯ ಖಂಡಿಸಿ ಡಿಎಸ್‌ಎಸ್ ಮನವಿ [409, 677, 938, 712]
page-number: 03 [1404, 54, 1443, 94]
brief-body: ಬಳ್ಳಾರಿ,ಜ.23: ಪ್ರವಾಸೋದ್ಯಮ ಇಲಾಖೆ ವತಿಯಿಂದ 2024-25ನೇ ಸಾಲಿನಲ್ಲಿ ಎಸ್‌ಸಿಎಸ್‌ಪಿ ಮತ್ತು ಟಿಎಸ್‌ಪಿ ಯೋಜನೆಯಡಿ ಪರಿಶಿಷ್ಟ ಜಾತಿ ಮತ್ತು ಪರಿಶಿಷ್ಟ ಪಂಗಡದ ಸ್ವಯಂ ಉದ್ಯೋಗಾಂಕ್ಷಿಗಳು ಉತ್ತೇಜಿಸಲು ಒಂದು ಕಿಂಗ್ ಉದ್ಯಮಶೀಲತೆ ತರಬೇತಿ ಹಾಗೂ ತರಬೇತಿ ಪಡೆದ ಅಭ್ಯರ್ಥಿಗಳಿಗೆ ಮೊಬೈಲ್ ಕ್ಯಾಂಟೀನ್ ಸ್ಥಾಪಿಸಲು ಸಹಾಯಧನ ನೀಡಲು ಉದ್ದೇಶಿಸಲಾಗಿದ್ದು, ಅರ್ಹ ಅಭ್ಯರ್ಥಿಗಳಿಂದ ಅರ್ಜಿ ಆಹ್ವಾನಿಸಲಾಗಿದೆ. [34, 201, 375, 319]
